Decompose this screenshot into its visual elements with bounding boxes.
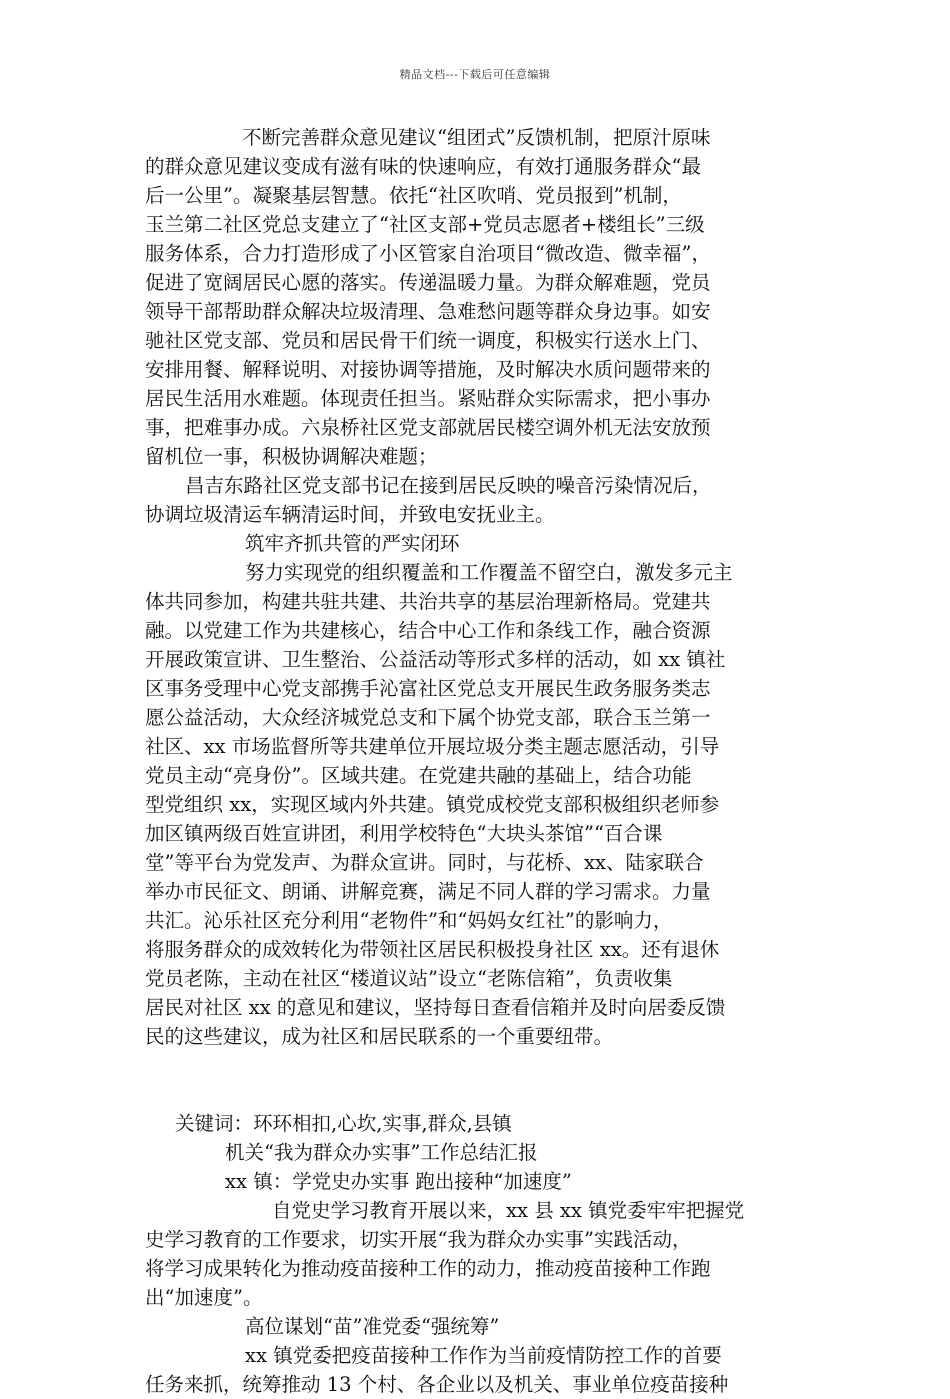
paragraph-line: 领导干部帮助群众解决垃圾清理、急难愁问题等群众身边事。如安 — [145, 300, 711, 323]
paragraph-line: 型党组织 xx，实现区域内外共建。镇党成校党支部积极组织老师参 — [145, 793, 720, 816]
paragraph-line: 开展政策宣讲、卫生整治、公益活动等形式多样的活动，如 xx 镇社 — [145, 648, 726, 671]
paragraph-line: 的群众意见建议变成有滋有味的快速响应，有效打通服务群众“最 — [145, 155, 701, 178]
document-body — [145, 123, 825, 1399]
section-heading: 筑牢齐抓共管的严实闭环 — [245, 532, 460, 555]
paragraph-line: 服务体系，合力打造形成了小区管家自治项目“微改造、微幸福”， — [145, 242, 711, 265]
paragraph-line: 堂”等平台为党发声、为群众宣讲。同时，与花桥、xx、陆家联合 — [145, 851, 704, 874]
paragraph-line: 事，把难事办成。六泉桥社区党支部就居民楼空调外机无法安放预 — [145, 416, 711, 439]
page-header: 精品文档---下载后可任意编辑 — [399, 68, 551, 81]
paragraph-line: 任务来抓，统筹推动 13 个村、各企业以及机关、事业单位疫苗接种 — [145, 1373, 729, 1396]
paragraph-line: 共汇。沁乐社区充分利用“老物件”和“妈妈女红社”的影响力， — [145, 909, 673, 932]
paragraph-line: 协调垃圾清运车辆清运时间，并致电安抚业主。 — [145, 503, 555, 526]
paragraph-line: 愿公益活动，大众经济城党总支和下属个协党支部，联合玉兰第一 — [145, 706, 711, 729]
paragraph-line: 将服务群众的成效转化为带领社区居民积极投身社区 xx。还有退休 — [145, 938, 720, 961]
paragraph-line: 留机位一事，积极协调解决难题； — [145, 445, 438, 468]
paragraph-line: 居民生活用水难题。体现责任担当。紧贴群众实际需求，把小事办 — [145, 387, 711, 410]
paragraph-line: 自党史学习教育开展以来，xx 县 xx 镇党委牢牢把握党 — [272, 1199, 745, 1222]
paragraph-line: 举办市民征文、朗诵、讲解竞赛，满足不同人群的学习需求。力量 — [145, 880, 711, 903]
paragraph-line: 玉兰第二社区党总支建立了“社区支部+党员志愿者+楼组长”三级 — [145, 213, 705, 236]
paragraph-line: 融。以党建工作为共建核心，结合中心工作和条线工作，融合资源 — [145, 619, 711, 642]
paragraph-line: 体共同参加，构建共驻共建、共治共享的基层治理新格局。党建共 — [145, 590, 711, 613]
paragraph-line: xx 镇党委把疫苗接种工作作为当前疫情防控工作的首要 — [245, 1344, 722, 1367]
paragraph-line: 党员主动“亮身份”。区域共建。在党建共融的基础上，结合功能 — [145, 764, 692, 787]
paragraph-line: 努力实现党的组织覆盖和工作覆盖不留空白，激发多元主 — [245, 561, 733, 584]
blank-line — [145, 1051, 825, 1080]
paragraph-line: 促进了宽阔居民心愿的落实。传递温暖力量。为群众解难题，党员 — [145, 271, 711, 294]
paragraph-line: 昌吉东路社区党支部书记在接到居民反映的噪音污染情况后， — [185, 474, 712, 497]
paragraph-line: 党员老陈，主动在社区“楼道议站”设立“老陈信箱”，负责收集 — [145, 967, 673, 990]
keywords-line: 关键词：环环相扣,心坎,实事,群众,县镇 — [175, 1112, 512, 1135]
paragraph-line: 不断完善群众意见建议“组团式”反馈机制，把原汁原味 — [242, 126, 711, 149]
paragraph-line: 居民对社区 xx 的意见和建议，坚持每日查看信箱并及时向居委反馈 — [145, 996, 726, 1019]
paragraph-line: 出“加速度”。 — [145, 1286, 263, 1309]
paragraph-line: 将学习成果转化为推动疫苗接种工作的动力，推动疫苗接种工作跑 — [145, 1257, 711, 1280]
paragraph-line: 驰社区党支部、党员和居民骨干们统一调度，积极实行送水上门、 — [145, 329, 711, 352]
paragraph-line: 后一公里”。凝聚基层智慧。依托“社区吹哨、党员报到”机制， — [145, 184, 682, 207]
paragraph-line: 社区、xx 市场监督所等共建单位开展垃圾分类主题志愿活动，引导 — [145, 735, 720, 758]
paragraph-line: 民的这些建议，成为社区和居民联系的一个重要纽带。 — [145, 1025, 614, 1048]
section-heading: 高位谋划“苗”准党委“强统筹” — [245, 1315, 500, 1338]
paragraph-line: 加区镇两级百姓宣讲团，利用学校特色“大块头茶馆”“百合课 — [145, 822, 663, 845]
document-title: 机关“我为群众办实事”工作总结汇报 — [225, 1141, 538, 1164]
document-subtitle: xx 镇：学党史办实事 跑出接种“加速度” — [225, 1170, 572, 1193]
paragraph-line: 史学习教育的工作要求，切实开展“我为群众办实事”实践活动， — [145, 1228, 692, 1251]
blank-line — [145, 1080, 825, 1109]
paragraph-line: 区事务受理中心党支部携手沁富社区党总支开展民生政务服务类志 — [145, 677, 711, 700]
paragraph-line: 安排用餐、解释说明、对接协调等措施，及时解决水质问题带来的 — [145, 358, 711, 381]
